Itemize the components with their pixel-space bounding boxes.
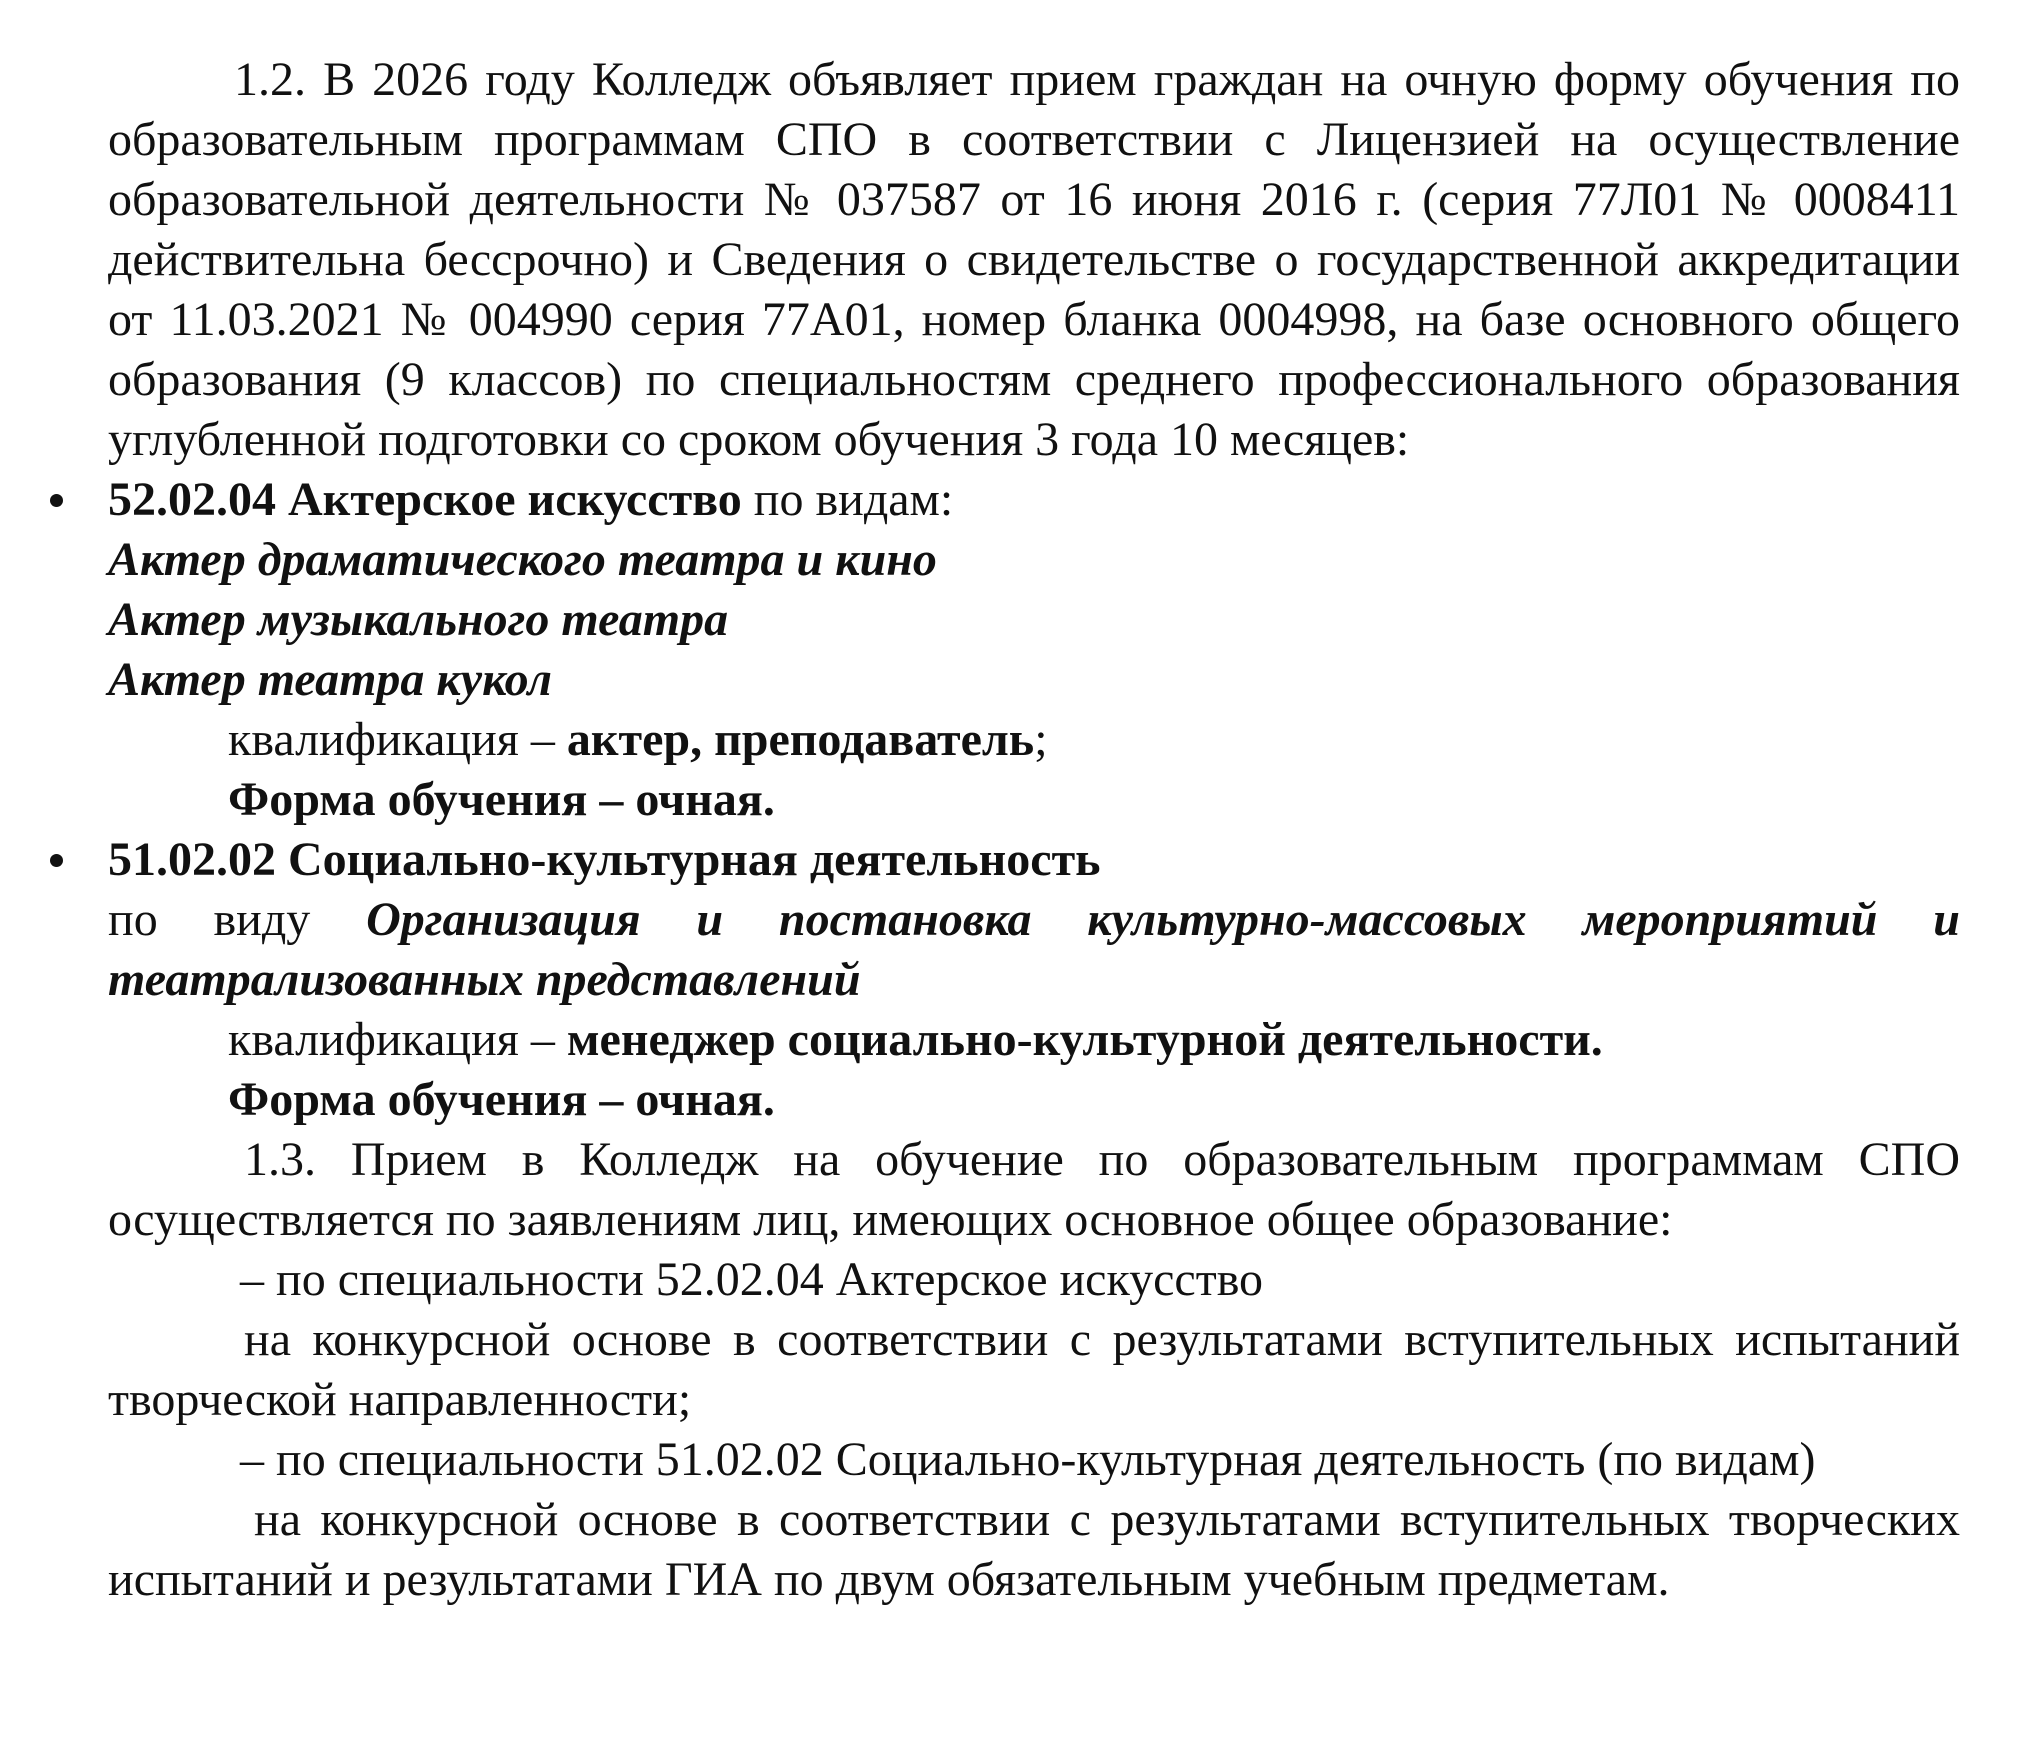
qualification-value: актер, преподаватель — [566, 713, 1035, 766]
admission-item-head: – по специальности 52.02.04 Актерское искусство — [240, 1253, 1264, 1306]
qualification-line — [108, 1010, 1960, 1070]
admission-item-body: на конкурсной основе в соответствии с результатами вступительных испытаний творческой направленности; — [108, 1313, 1960, 1426]
admission-item-body: на конкурсной основе в соответствии с результатами вступительных творческих испытаний и результатами ГИА по двум обязательным учебным предметам. — [108, 1493, 1960, 1606]
paragraph-1-3: 1.3. Прием в Колледж на обучение по образовательным программам СПО осуществляется по заявлениям лиц, имеющих основное общее образование: — [108, 1133, 1960, 1246]
qualification-value: менеджер социально-культурной деятельности. — [566, 1013, 1603, 1066]
program-item-acting — [108, 470, 1960, 830]
study-form: Форма обучения – очная. — [228, 773, 775, 826]
paragraph-1-2: 1.2. В 2026 году Колледж объявляет прием граждан на очную форму обучения по образовательным программам СПО в соответствии с Лицензией на осуществление образовательной деятельности № 037587 от 16 июня 2016 г. (серия 77Л01 № 0008411 действительна бессрочно) и Сведения о свидетельстве о государственной аккредитации от 11.03.2021 № 004990 серия 77А01, номер бланка 0004998, на базе основного общего образования (9 классов) по специальностям среднего профессионального образования углубленной подготовки со сроком обучения 3 года 10 месяцев: — [108, 53, 1960, 466]
program-types-intro: по видам: — [741, 473, 954, 526]
study-form: Форма обучения – очная. — [228, 1073, 775, 1126]
qualification-suffix: ; — [1034, 713, 1048, 766]
program-type: Актер музыкального театра — [108, 593, 729, 646]
program-type-prefix: по виду — [108, 893, 367, 946]
qualification-prefix: квалификация – — [228, 1013, 567, 1066]
program-code-title: 52.02.04 Актерское искусство — [108, 473, 742, 526]
program-type-line — [108, 890, 1960, 1010]
bullet-icon — [50, 854, 63, 867]
program-code-title: 51.02.02 Социально-культурная деятельность — [108, 833, 1101, 886]
program-title-line — [108, 470, 1960, 530]
program-type: Организация и постановка культурно-массовых мероприятий и театрализованных представлений — [108, 893, 1960, 1006]
program-type: Актер драматического театра и кино — [108, 533, 937, 586]
bullet-icon — [50, 494, 63, 507]
program-item-sociocultural — [108, 830, 1960, 1130]
admission-item-head: – по специальности 51.02.02 Социально-культурная деятельность (по видам) — [240, 1433, 1816, 1486]
qualification-prefix: квалификация – — [228, 713, 567, 766]
program-type: Актер театра кукол — [108, 653, 552, 706]
document-page — [108, 50, 1960, 1610]
qualification-line — [108, 710, 1960, 770]
